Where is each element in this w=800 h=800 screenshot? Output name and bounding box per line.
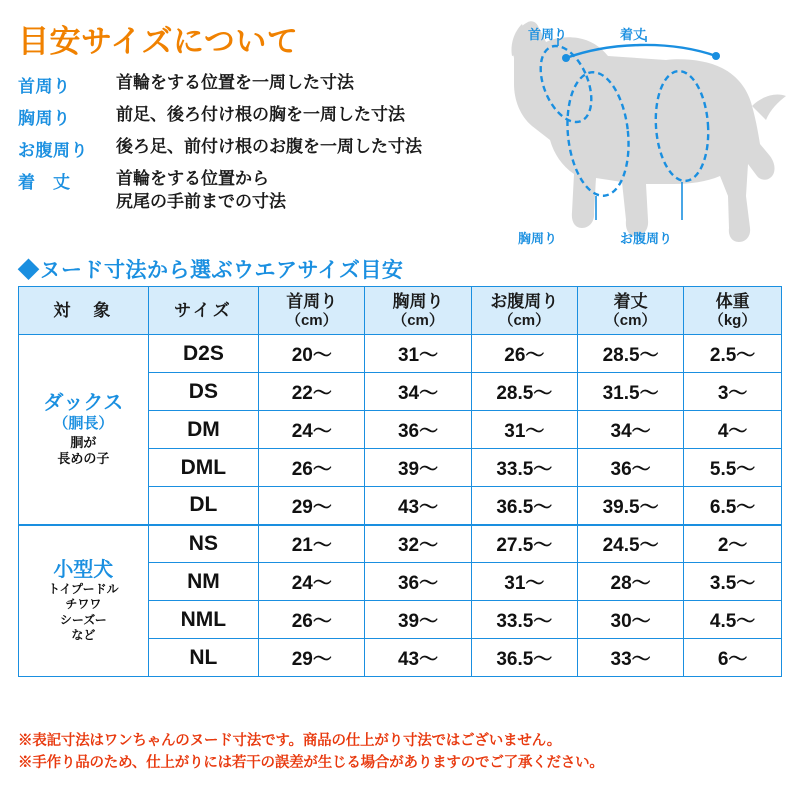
cell-belly: 26～ (471, 335, 577, 373)
cell-chest: 31～ (365, 335, 471, 373)
table-header-row (19, 287, 782, 335)
definition-desc-belly: 後ろ足、前付け根のお腹を一周した寸法 (116, 137, 422, 156)
cell-size: NM (148, 563, 259, 601)
size-table-head (19, 287, 782, 335)
cell-size: DS (148, 373, 259, 411)
dog-illustration-svg (470, 6, 800, 256)
cell-weight: 3～ (684, 373, 782, 411)
definition-desc-back (116, 168, 286, 214)
column-header-neck-unit: （cm） (285, 311, 338, 329)
cell-chest: 39～ (365, 449, 471, 487)
definition-row (18, 168, 488, 214)
definition-desc-chest: 前足、後ろ付け根の胸を一周した寸法 (116, 105, 405, 124)
column-header-target-label: 対 象 (53, 300, 114, 320)
cell-weight: 4～ (684, 411, 782, 449)
cell-neck: 29～ (259, 487, 365, 525)
group-cell-dachs (19, 335, 149, 525)
cell-neck: 22～ (259, 373, 365, 411)
definition-term-neck: 首周り (18, 77, 71, 96)
cell-neck: 24～ (259, 411, 365, 449)
cell-chest: 39～ (365, 601, 471, 639)
cell-chest: 34～ (365, 373, 471, 411)
cell-size: NML (148, 601, 259, 639)
column-header-belly (471, 287, 577, 335)
definition-desc-neck: 首輪をする位置を一周した寸法 (116, 73, 354, 92)
cell-belly: 27.5～ (471, 525, 577, 563)
cell-back: 24.5～ (577, 525, 683, 563)
table-row (19, 525, 782, 563)
column-header-belly-label: お腹周り (490, 291, 559, 311)
column-header-back-unit: （cm） (604, 311, 657, 329)
cell-belly: 31～ (471, 563, 577, 601)
column-header-weight (684, 287, 782, 335)
definition-term-chest: 胸周り (18, 109, 71, 128)
column-header-size (148, 287, 259, 335)
group-note-small: トイプードル チワワ シーズー など (47, 581, 119, 643)
footnotes (18, 730, 788, 775)
cell-weight: 2～ (684, 525, 782, 563)
footnote-2: ※手作り品のため、仕上がりには若干の誤差が生じる場合がありますのでご了承ください。 (18, 755, 604, 772)
definition-row (18, 136, 488, 161)
column-header-chest-label: 胸周り (392, 291, 444, 311)
cell-neck: 26～ (259, 601, 365, 639)
diagram-label-back: 着丈 (620, 27, 647, 42)
size-table-body (19, 335, 782, 677)
cell-back: 28～ (577, 563, 683, 601)
cell-chest: 43～ (365, 639, 471, 677)
cell-neck: 29～ (259, 639, 365, 677)
group-subtitle-dachs: （胴長） (53, 415, 114, 432)
cell-back: 31.5～ (577, 373, 683, 411)
cell-size: DL (148, 487, 259, 525)
column-header-neck (259, 287, 365, 335)
column-header-chest-unit: （cm） (392, 311, 444, 329)
section-heading: ◆ヌード寸法から選ぶウエアサイズ目安 (18, 259, 404, 282)
definition-desc-back-line1: 首輪をする位置から (116, 169, 269, 188)
cell-belly: 36.5～ (471, 639, 577, 677)
cell-size: D2S (148, 335, 259, 373)
cell-back: 28.5～ (577, 335, 683, 373)
group-note-dachs: 胴が 長めの子 (57, 435, 110, 467)
cell-back: 36～ (577, 449, 683, 487)
size-table (18, 286, 782, 677)
cell-chest: 43～ (365, 487, 471, 525)
group-title-dachs: ダックス (43, 392, 124, 414)
cell-neck: 20～ (259, 335, 365, 373)
dog-diagram (470, 6, 800, 256)
cell-weight: 2.5～ (684, 335, 782, 373)
cell-neck: 24～ (259, 563, 365, 601)
definition-row (18, 104, 488, 129)
diagram-label-chest: 胸周り (518, 231, 558, 246)
cell-back: 39.5～ (577, 487, 683, 525)
cell-weight: 3.5～ (684, 563, 782, 601)
dog-silhouette (511, 21, 786, 242)
cell-chest: 36～ (365, 411, 471, 449)
column-header-back (577, 287, 683, 335)
cell-belly: 28.5～ (471, 373, 577, 411)
column-header-size-label: サイズ (174, 300, 233, 320)
column-header-neck-label: 首周り (286, 291, 338, 311)
cell-belly: 33.5～ (471, 601, 577, 639)
definition-term-belly: お腹周り (18, 141, 88, 160)
page-title: 目安サイズについて (18, 24, 299, 59)
cell-neck: 21～ (259, 525, 365, 563)
cell-belly: 33.5～ (471, 449, 577, 487)
group-title-small: 小型犬 (53, 558, 114, 581)
diagram-label-neck: 首周り (528, 27, 568, 42)
definition-desc-back-line2: 尻尾の手前までの寸法 (116, 191, 286, 211)
cell-weight: 5.5～ (684, 449, 782, 487)
definition-row (18, 72, 488, 97)
cell-back: 33～ (577, 639, 683, 677)
measurement-definitions (18, 72, 488, 221)
cell-chest: 36～ (365, 563, 471, 601)
cell-size: NS (148, 525, 259, 563)
cell-weight: 4.5～ (684, 601, 782, 639)
column-header-target (19, 287, 149, 335)
cell-neck: 26～ (259, 449, 365, 487)
column-header-chest (365, 287, 471, 335)
cell-size: DM (148, 411, 259, 449)
cell-belly: 36.5～ (471, 487, 577, 525)
diagram-label-belly: お腹周り (620, 231, 673, 246)
cell-chest: 32～ (365, 525, 471, 563)
definition-term-back: 着 丈 (18, 173, 71, 192)
cell-weight: 6～ (684, 639, 782, 677)
cell-size: DML (148, 449, 259, 487)
group-cell-small (19, 525, 149, 677)
column-header-belly-unit: （cm） (498, 311, 551, 329)
footnote-1: ※表記寸法はワンちゃんのヌード寸法です。商品の仕上がり寸法ではございません。 (18, 733, 562, 749)
cell-size: NL (148, 639, 259, 677)
column-header-weight-label: 体重 (715, 291, 750, 311)
column-header-weight-unit: （kg） (708, 311, 757, 329)
table-row (19, 335, 782, 373)
cell-belly: 31～ (471, 411, 577, 449)
cell-back: 30～ (577, 601, 683, 639)
cell-back: 34～ (577, 411, 683, 449)
cell-weight: 6.5～ (684, 487, 782, 525)
column-header-back-label: 着丈 (613, 291, 648, 311)
